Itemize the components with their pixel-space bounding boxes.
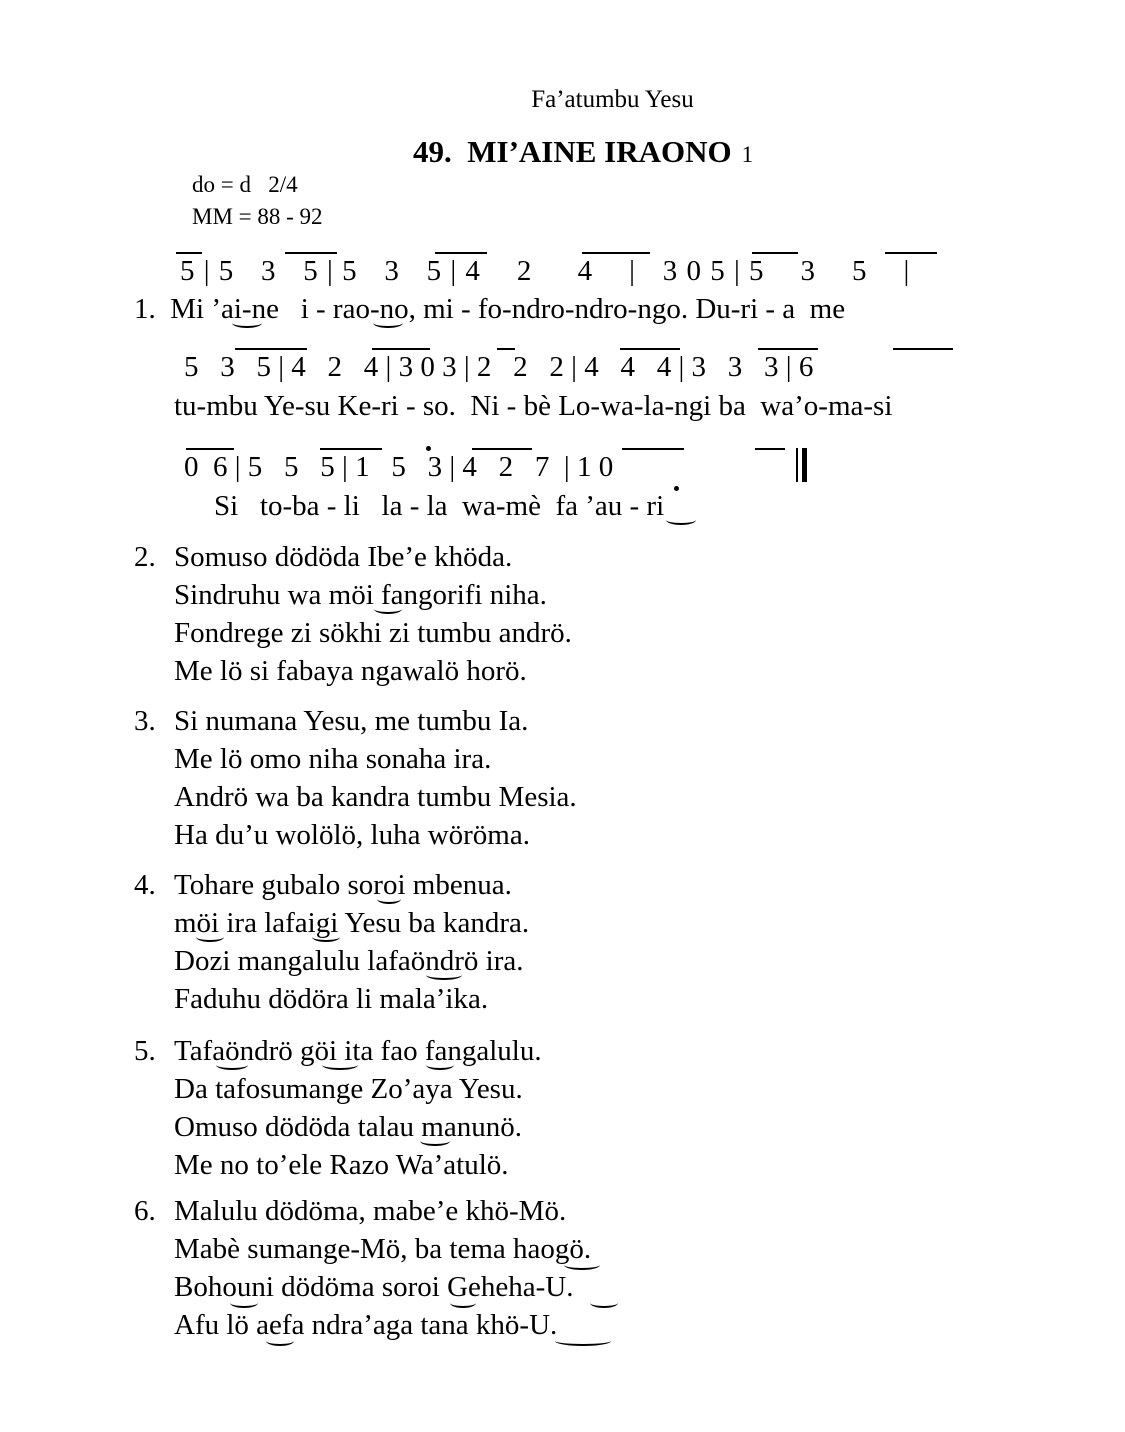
verse-line: Me no to’ele Razo Wa’atulö. — [174, 1149, 509, 1181]
beam-line — [885, 252, 937, 254]
final-barline-thin — [796, 448, 798, 482]
score-row-2-lyrics: tu-mbu Ye-su Ke-ri - so. Ni - bè Lo-wa-la-ngi ba wa’o-ma-si — [174, 390, 893, 422]
slur-mark — [216, 1060, 248, 1070]
slur-mark — [374, 604, 402, 614]
slur-mark — [377, 894, 401, 904]
slur-mark — [312, 932, 340, 942]
slur-mark — [426, 1060, 454, 1070]
hymn-title-superscript: 1 — [741, 142, 754, 167]
beam-line — [582, 252, 650, 254]
beam-line — [755, 448, 785, 450]
hymn-title — [413, 134, 753, 170]
verse-line: Dozi mangalulu lafaöndrö ira. — [174, 945, 524, 977]
verse-line: Me lö si fabaya ngawalö horö. — [174, 655, 527, 687]
verse-number: 2. — [134, 541, 156, 573]
slur-mark — [230, 1298, 258, 1308]
slur-mark — [266, 1336, 294, 1346]
verse-number: 5. — [134, 1035, 156, 1067]
verse-line: Mabè sumange-Mö, ba tema haogö. — [174, 1233, 592, 1265]
beam-line — [622, 448, 684, 450]
beam-line — [176, 252, 202, 254]
beam-line — [285, 252, 337, 254]
verse-line: Si numana Yesu, me tumbu Ia. — [174, 705, 529, 737]
beam-line — [320, 448, 382, 450]
section-heading: Fa’atumbu Yesu — [531, 86, 694, 113]
hymn-title-text: 49. MI’AINE IRAONO — [413, 134, 732, 169]
verse-line: Andrö wa ba kandra tumbu Mesia. — [174, 781, 577, 813]
verse-line: Bohouni dödöma soroi Geheha-U. — [174, 1271, 574, 1303]
verse-line: Malulu dödöma, mabe’e khö-Mö. — [174, 1195, 567, 1227]
beam-line — [758, 348, 818, 350]
final-barline-thick — [802, 448, 807, 482]
tempo-marking: MM = 88 - 92 — [192, 204, 323, 229]
slur-mark — [555, 1336, 611, 1346]
verse-number: 3. — [134, 705, 156, 737]
slur-mark — [232, 318, 262, 328]
upper-octave-dot — [426, 446, 431, 451]
verse-line: Da tafosumange Zo’aya Yesu. — [174, 1073, 523, 1105]
key-signature: do = d 2/4 — [192, 172, 298, 197]
slur-mark — [373, 318, 403, 328]
verse-line: Fondrege zi sökhi zi tumbu andrö. — [174, 617, 572, 649]
verse-number: 6. — [134, 1195, 156, 1227]
verse-number: 4. — [134, 869, 156, 901]
verse-line: Me lö omo niha sonaha ira. — [174, 743, 492, 775]
beam-line — [497, 348, 515, 350]
beam-line — [472, 448, 532, 450]
beam-line — [752, 252, 798, 254]
verse-line: Tafaöndrö göi ita fao fangalulu. — [174, 1035, 542, 1067]
slur-mark — [322, 1060, 358, 1070]
score-row-1-notes: 5 | 5 3 5 | 5 3 5 | 4 2 4 | 3 0 5 | 5 3 5 | — [180, 255, 910, 287]
slur-mark — [426, 970, 462, 980]
slur-mark — [450, 1298, 476, 1308]
slur-mark — [564, 1260, 600, 1270]
verse-line: Faduhu dödöra li mala’ika. — [174, 983, 489, 1015]
slur-mark — [590, 1298, 618, 1308]
beam-line — [620, 348, 680, 350]
beam-line — [235, 348, 307, 350]
beam-line — [435, 252, 487, 254]
score-row-3-lyrics: Si to-ba - li la - la wa-mè fa ’au - ri — [214, 490, 665, 522]
verse-line: Ha du’u wolölö, luha wöröma. — [174, 819, 530, 851]
verse-line: Afu lö aefa ndra’aga tana khö-U. — [174, 1309, 558, 1341]
verse-line: Omuso dödöda talau manunö. — [174, 1111, 522, 1143]
beam-line — [893, 348, 953, 350]
verse-line: Somuso dödöda Ibe’e khöda. — [174, 541, 513, 573]
slur-mark — [420, 1136, 450, 1146]
verse-line: Tohare gubalo soroi mbenua. — [174, 869, 512, 901]
beam-line — [186, 448, 234, 450]
verse-line: möi ira lafaigi Yesu ba kandra. — [174, 907, 530, 939]
verse-line: Sindruhu wa möi fangorifi niha. — [174, 579, 547, 611]
score-row-1-lyrics: 1. Mi ’ai-ne i - rao-no, mi - fo-ndro-ndro-ngo. Du-ri - a me — [134, 293, 846, 325]
beam-line — [372, 348, 430, 350]
score-row-2-notes: 5 3 5 | 4 2 4 | 3 0 3 | 2 2 2 | 4 4 4 | 3 3 3 | 6 — [184, 351, 814, 383]
score-row-3-notes: 0 6 | 5 5 5 | 1 5 3 | 4 2 7 | 1 0 — [184, 451, 614, 483]
lower-octave-dot — [674, 486, 679, 491]
slur-mark — [196, 932, 224, 942]
slur-mark — [666, 515, 696, 525]
